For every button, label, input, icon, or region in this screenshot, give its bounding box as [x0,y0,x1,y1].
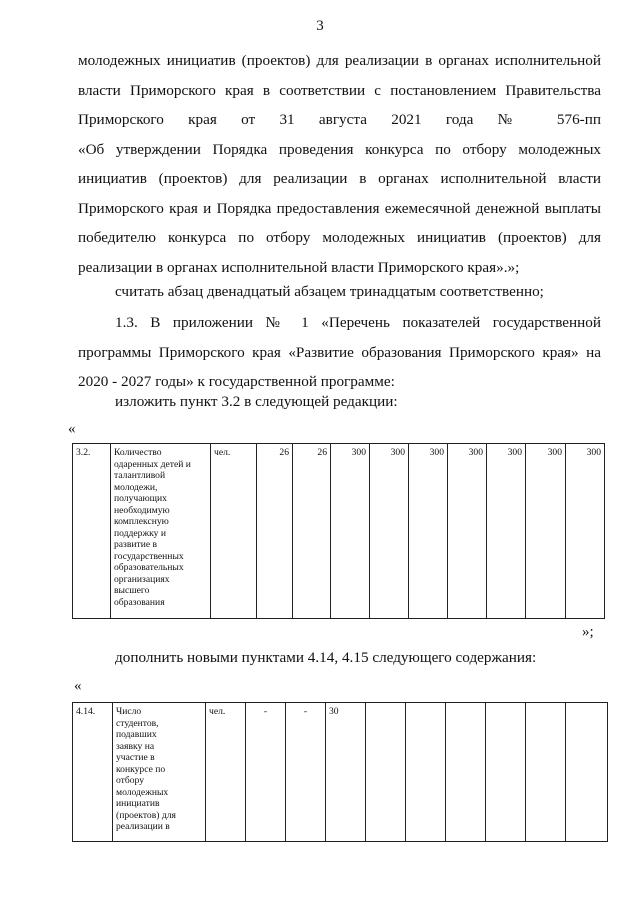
name-line: инициатив [116,798,160,809]
name-line: получающих [114,493,167,504]
text-line: Приморского края от 31 августа 2021 года № 576-пп [78,111,601,128]
name-line: образования [114,596,165,608]
row-number: 4.14. [73,703,113,842]
text-line: 2020 - 2027 годы» к государственной программе: [78,373,395,390]
open-quote: « [68,421,76,437]
name-line: заявку на [116,740,155,752]
text-line: победителю конкурса по отбору молодежных инициатив (проектов) для [78,229,601,246]
name-line: Число [116,706,142,717]
intro-paragraph [78,46,601,282]
value-cell: 300 [526,444,566,619]
name-line: подавших [116,729,157,740]
text-line: власти Приморского края в соответствии с постановлением Правительства [78,81,601,99]
add-line: дополнить новыми пунктами 4.14, 4.15 следующего содержания: [115,649,537,666]
value-cell: 26 [257,444,293,619]
name-line: поддержку и [114,527,166,539]
value-cell: 26 [293,444,331,619]
value-cell: - [246,703,286,842]
name-line: комплексную [114,516,169,527]
name-line: молодежи, [114,481,158,493]
indicator-table-3-2 [72,443,605,619]
state-line: изложить пункт 3.2 в следующей редакции: [115,393,398,410]
indicator-name [111,444,211,619]
name-line: высшего [114,585,150,596]
text-line: программы Приморского края «Развитие образования Приморского края» на [78,343,601,361]
name-line: реализации в [116,821,170,832]
text-line: молодежных инициатив (проектов) для реализации в органах исполнительной [78,52,601,69]
indicator-name [113,703,206,842]
row-number: 3.2. [73,444,111,619]
unit-cell: чел. [211,444,257,619]
value-cell [486,703,526,842]
name-line: государственных [114,550,184,562]
value-cell [406,703,446,842]
value-cell: 300 [487,444,526,619]
value-cell [566,703,608,842]
point-1-3-paragraph [78,308,601,397]
close-quote: »; [582,624,594,640]
text-line: реализации в органах исполнительной власти Приморского края».»; [78,258,520,276]
value-cell [526,703,566,842]
value-cell [446,703,486,842]
name-line: участие в [116,752,155,763]
name-line: Количество [114,447,162,458]
value-cell [366,703,406,842]
name-line: молодежных [116,786,169,798]
value-cell: 300 [448,444,487,619]
value-cell: - [286,703,326,842]
name-line: необходимую [114,504,170,516]
text-line: 1.3. В приложении № 1 «Перечень показателей государственной [115,314,601,331]
name-line: развитие в [114,539,158,550]
value-cell: 300 [370,444,409,619]
value-cell: 300 [566,444,605,619]
page-number: 3 [316,18,324,34]
value-cell: 300 [409,444,448,619]
name-line: организациях [114,573,170,585]
text-line: Приморского края и Порядка предоставления ежемесячной денежной выплаты [78,199,601,217]
name-line: образовательных [114,562,184,573]
name-line: конкурсе по [116,763,166,775]
name-line: талантливой [114,470,166,481]
table-row [73,444,605,619]
name-line: отбору [116,775,145,786]
unit-cell: чел. [206,703,246,842]
text-line: инициатив (проектов) для реализации в органах исполнительной власти [78,170,601,187]
consider-line: считать абзац двенадцатый абзацем тринадцатым соответственно; [115,283,544,300]
table-row [73,703,608,842]
name-line: студентов, [116,717,159,729]
value-cell: 300 [331,444,370,619]
open-quote: « [74,678,82,694]
indicator-table-4-14 [72,702,608,842]
value-cell: 30 [326,703,366,842]
text-line: «Об утверждении Порядка проведения конкурса по отбору молодежных [78,140,601,158]
name-line: (проектов) для [116,809,176,821]
name-line: одаренных детей и [114,458,191,470]
